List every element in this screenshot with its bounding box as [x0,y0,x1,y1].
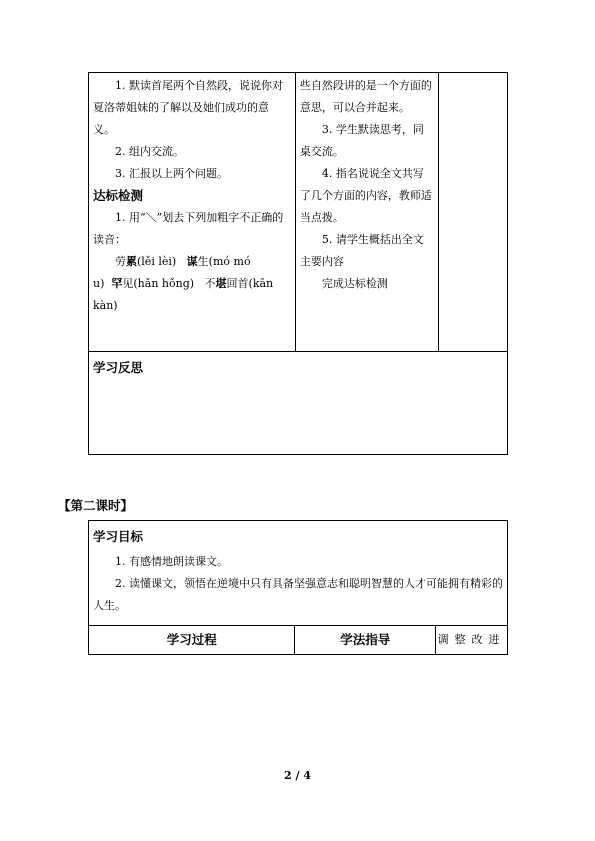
teacher-note-5: 完成达标检测 [321,277,388,290]
adjust-header-cell [436,626,508,655]
assessment-heading: 达标检测 [93,188,144,203]
process-header-cell [89,626,295,655]
word-1-bold: 累 [126,255,137,268]
step-3-text: 3. 汇报以上两个问题。 [115,167,228,180]
teacher-note-4: 5. 请学生概括出全文主要内容 [299,233,424,268]
page-number: 2 / 4 [284,769,311,782]
assessment-instruction: 1. 用“＼”划去下列加粗字不正确的读音： [93,211,284,246]
word-4-bold: 堪 [215,277,227,290]
goal-1-text: 1. 有感情地朗读课文。 [115,555,228,568]
adjust-header: 调整改进 [437,633,506,646]
word-2-bold: 谋 [186,255,198,268]
word-4-reading: 回首(kān [226,277,274,290]
step-2-text: 2. 组内交流。 [115,145,184,158]
method-header: 学法指导 [340,632,391,647]
word-4-prefix: 不 [204,277,216,290]
teacher-note-1: 些自然段讲的是一个方面的意思，可以合并起来。 [299,79,432,114]
adjustment-column-cell [439,73,508,352]
lesson-table-second [88,520,508,655]
word-3-reading: 见(hǎn hǒng) [122,277,195,290]
step-1-text: 1. 默读首尾两个自然段，说说你对夏洛蒂姐妹的了解以及她们成功的意义。 [93,79,283,136]
word-2-reading: 生(mó mó [197,255,251,268]
lesson-table-top [88,72,508,455]
middle-column-cell [295,73,438,352]
goals-heading: 学习目标 [93,529,144,544]
word-2-reading-cont: u) [93,277,105,290]
reflection-heading: 学习反思 [93,360,144,375]
word-3-bold: 罕 [111,277,123,290]
section-title: 【第二课时】 [58,498,134,513]
pinyin-line-3 [93,295,291,317]
reflection-cell [89,352,508,455]
left-column-cell [89,73,296,352]
pinyin-line-1 [93,251,291,273]
teacher-note-3: 4. 指名说说全文共写了几个方面的内容，教师适当点拨。 [299,167,432,224]
goal-2-text: 2. 读懂课文，领悟在逆境中只有具备坚强意志和聪明智慧的人才可能拥有精彩的人生。 [93,577,503,612]
method-header-cell [295,626,436,655]
process-header: 学习过程 [166,632,217,647]
word-4-reading-cont: kàn) [93,299,118,312]
teacher-note-2: 3. 学生默读思考，同桌交流。 [299,123,424,158]
pinyin-line-2 [93,273,291,295]
word-1-prefix: 劳 [115,255,126,268]
word-1-reading: (lěi lèi) [137,255,177,268]
goals-cell [89,521,508,626]
